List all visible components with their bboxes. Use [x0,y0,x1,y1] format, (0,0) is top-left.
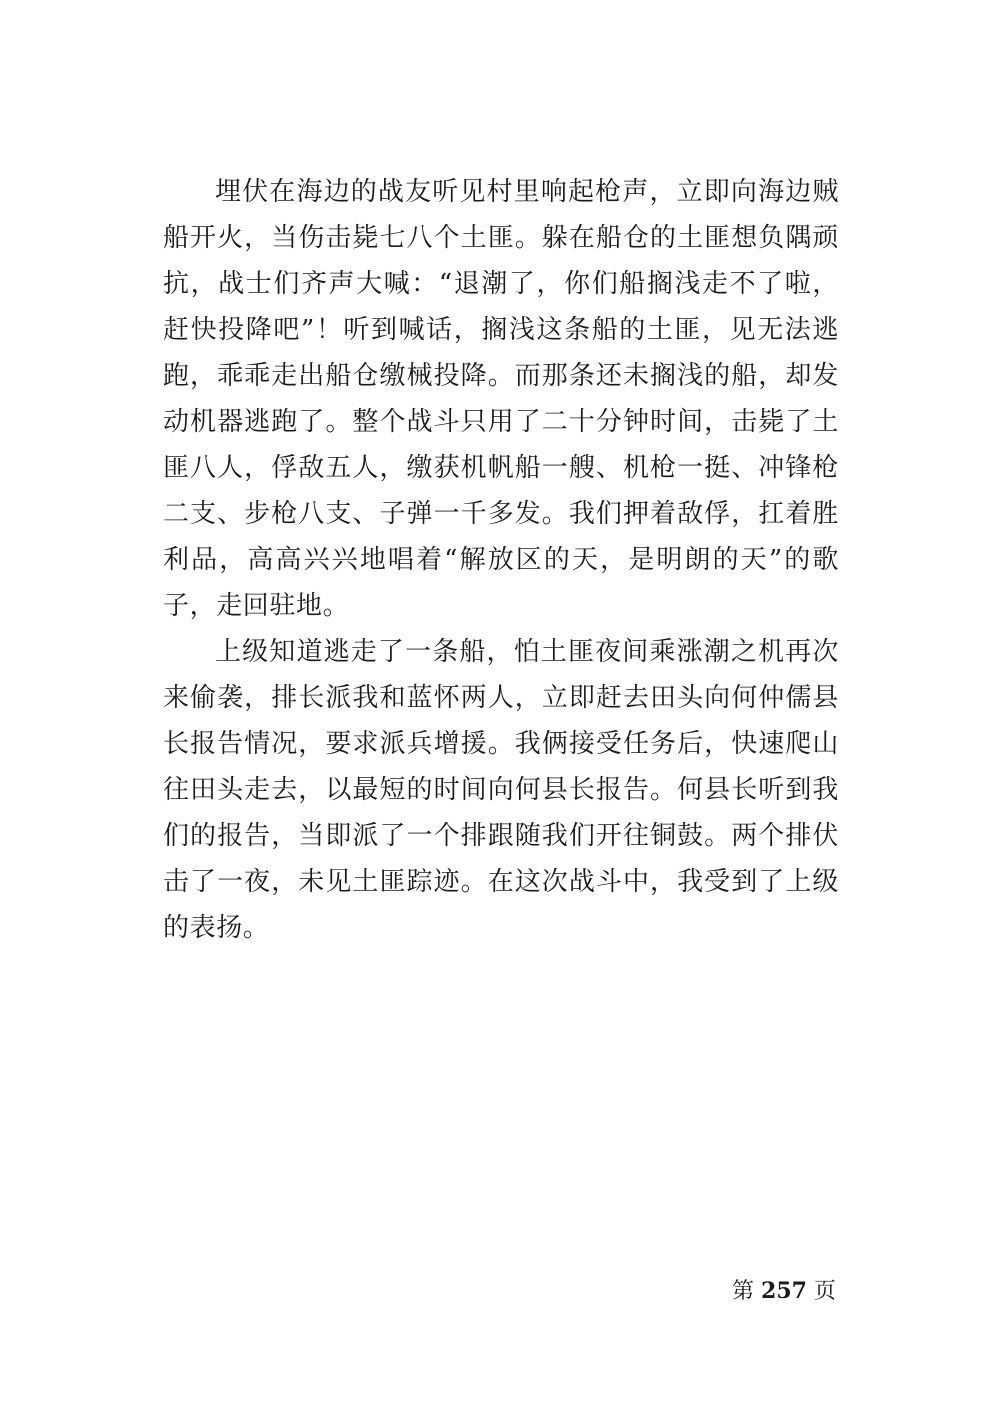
paragraph-1: 埋伏在海边的战友听见村里响起枪声，立即向海边贼船开火，当伤击毙七八个土匪。躲在船仓的土匪想负隅顽抗，战士们齐声大喊：“退潮了，你们船搁浅走不了啦，赶快投降吧”！听到喊话，搁浅这条船的土匪，见无法逃跑，乖乖走出船仓缴械投降。而那条还未搁浅的船，却发动机器逃跑了。整个战斗只用了二十分钟时间，击毙了土匪八人，俘敌五人，缴获机帆船一艘、机枪一挺、冲锋枪二支、步枪八支、子弹一千多发。我们押着敌俘，扛着胜利品，高高兴兴地唱着“解放区的天，是明朗的天”的歌子，走回驻地。 [163,177,839,621]
body-text [163,169,839,951]
page-number [732,1276,852,1307]
page-number-prefix: 第 [732,1279,755,1304]
paragraph-2: 上级知道逃走了一条船，怕土匪夜间乘涨潮之机再次来偷袭，排长派我和蓝怀两人，立即赶去田头向何仲儒县长报告情况，要求派兵增援。我俩接受任务后，快速爬山往田头走去，以最短的时间向何县长报告。何县长听到我们的报告，当即派了一个排跟随我们开往铜鼓。两个排伏击了一夜，未见土匪踪迹。在这次战斗中，我受到了上级的表扬。 [163,637,839,943]
page-number-value: 257 [761,1278,807,1304]
page-number-suffix: 页 [813,1279,836,1304]
